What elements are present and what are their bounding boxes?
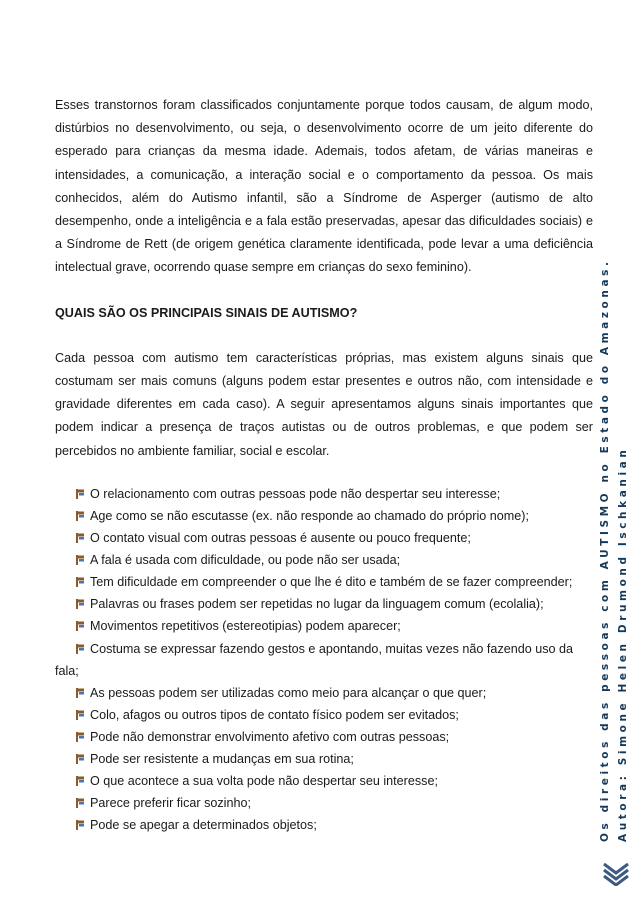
list-item <box>55 527 593 549</box>
list-item-text: Palavras ou frases podem ser repetidas no lugar da linguagem comum (ecolalia); <box>90 597 544 612</box>
signs-list <box>55 483 593 837</box>
list-item-text: Tem dificuldade em compreender o que lhe é dito e também de se fazer compreender; <box>90 575 573 590</box>
sidebar-title: Os direitos das pessoas com AUTISMO no Estado do Amazonas. <box>599 258 611 842</box>
list-item-text: Costuma se expressar fazendo gestos e apontando, muitas vezes não fazendo uso da <box>90 641 574 656</box>
list-item-text: Pode não demonstrar envolvimento afetivo com outras pessoas; <box>90 729 450 744</box>
list-item-continuation: fala; <box>55 663 79 678</box>
vertical-sidebar <box>596 258 638 860</box>
flag-bullet-icon <box>76 511 85 521</box>
list-item-text: O contato visual com outras pessoas é ausente ou pouco frequente; <box>90 531 471 546</box>
double-chevron-down-icon <box>600 862 632 886</box>
flag-bullet-icon <box>76 710 85 720</box>
flag-bullet-icon <box>76 732 85 742</box>
flag-bullet-icon <box>76 820 85 830</box>
list-item <box>55 726 593 748</box>
flag-bullet-icon <box>76 577 85 587</box>
list-item-text: A fala é usada com dificuldade, ou pode não ser usada; <box>90 553 401 568</box>
intro-paragraph: Esses transtornos foram classificados conjuntamente porque todos causam, de algum modo, distúrbios no desenvolvimento, ou seja, o desenvolvimento ocorre de um jeito diferente do esperado para crianças da mesma idade. Ademais, todos afetam, de várias maneiras e intensidades, a comunicação, a interação social e o comportamento da pessoa. Os mais conhecidos, além do Autismo infantil, são a Síndrome de Asperger (autismo de alto desempenho, onde a inteligência e a fala estão preservadas, apesar das dificuldades sociais) e a Síndrome de Rett (de origem genética claramente identificada, pode levar a uma deficiência intelectual grave, ocorrendo quase sempre em crianças do sexo feminino). <box>55 98 593 275</box>
list-item <box>55 638 593 682</box>
list-item-text: Pode ser resistente a mudanças em sua rotina; <box>90 751 354 766</box>
list-item-text: Movimentos repetitivos (estereotipias) podem aparecer; <box>90 619 401 634</box>
list-item <box>55 505 593 527</box>
flag-bullet-icon <box>76 644 85 654</box>
list-item <box>55 704 593 726</box>
list-item <box>55 593 593 615</box>
sidebar-author: Autora: Simone Helen Drumond Ischkanian <box>617 446 629 842</box>
list-item-text: Parece preferir ficar sozinho; <box>90 796 251 811</box>
list-item-text: O que acontece a sua volta pode não despertar seu interesse; <box>90 774 438 789</box>
flag-bullet-icon <box>76 599 85 609</box>
flag-bullet-icon <box>76 621 85 631</box>
list-item <box>55 748 593 770</box>
list-item-text: Pode se apegar a determinados objetos; <box>90 818 317 833</box>
flag-bullet-icon <box>76 555 85 565</box>
signs-paragraph: Cada pessoa com autismo tem características próprias, mas existem alguns sinais que costumam ser mais comuns (alguns podem estar presentes e outros não, com intensidade e gravidade diferentes em cada caso). A seguir apresentamos alguns sinais importantes que podem indicar a presença de traços autistas ou de outros problemas, e que podem ser percebidos no ambiente familiar, social e escolar. <box>55 350 593 458</box>
list-item-text: Colo, afagos ou outros tipos de contato físico podem ser evitados; <box>90 707 459 722</box>
list-item-text: O relacionamento com outras pessoas pode não despertar seu interesse; <box>90 486 501 501</box>
flag-bullet-icon <box>76 754 85 764</box>
section-heading: QUAIS SÃO OS PRINCIPAIS SINAIS DE AUTISMO? <box>55 305 358 320</box>
list-item <box>55 770 593 792</box>
flag-bullet-icon <box>76 533 85 543</box>
flag-bullet-icon <box>76 688 85 698</box>
list-item <box>55 571 593 593</box>
list-item <box>55 549 593 571</box>
document-body <box>55 94 593 836</box>
flag-bullet-icon <box>76 798 85 808</box>
flag-bullet-icon <box>76 776 85 786</box>
list-item <box>55 792 593 814</box>
list-item <box>55 682 593 704</box>
list-item <box>55 483 593 505</box>
list-item <box>55 615 593 637</box>
flag-bullet-icon <box>76 489 85 499</box>
list-item-text: Age como se não escutasse (ex. não responde ao chamado do próprio nome); <box>90 508 529 523</box>
list-item <box>55 814 593 836</box>
list-item-text: As pessoas podem ser utilizadas como meio para alcançar o que quer; <box>90 685 487 700</box>
